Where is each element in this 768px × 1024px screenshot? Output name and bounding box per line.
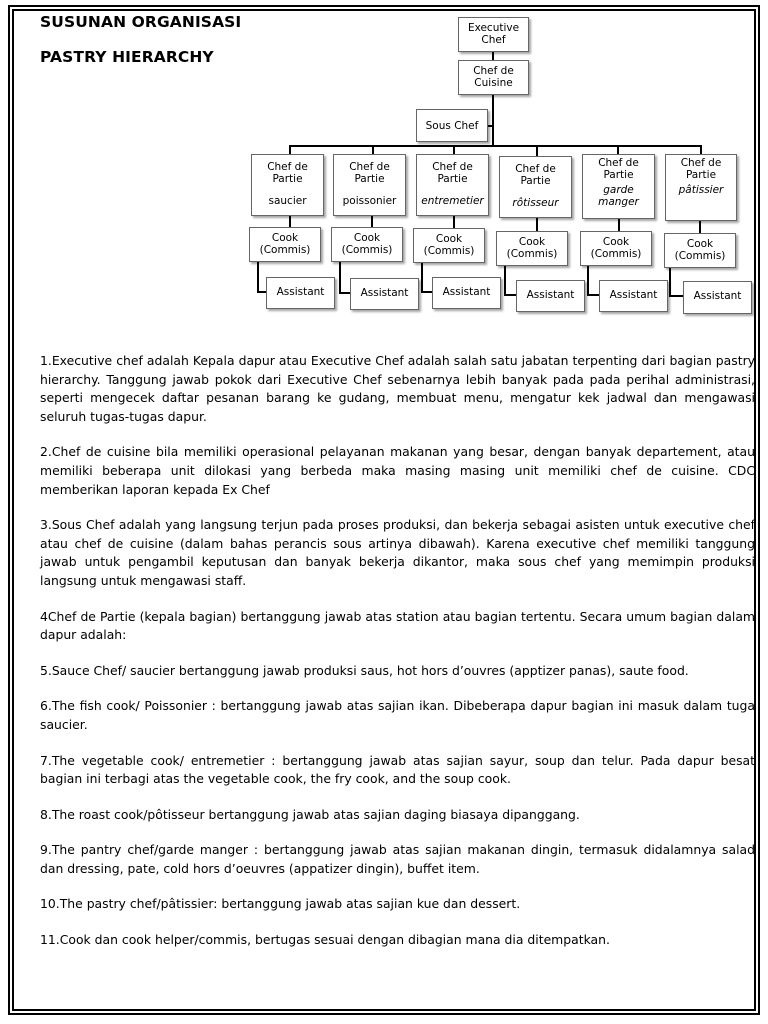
partie-line1: Chef de [432, 161, 473, 173]
cook-commis-box [413, 228, 485, 263]
executive-chef-line2: Chef [481, 34, 506, 46]
paragraph-rotisseur: 8.The roast cook/pôtisseur bertanggung jawab atas sajian daging biasaya dipanggang. [40, 806, 580, 822]
partie-station-line2: manger [598, 196, 639, 208]
connector-partie-cook-5 [618, 219, 620, 231]
partie-station: poissonier [342, 195, 397, 207]
cook-line2: (Commis) [506, 248, 558, 260]
connector-drop-3 [453, 145, 455, 154]
assistant-label: Assistant [276, 286, 325, 298]
assistant-label: Assistant [693, 290, 742, 302]
executive-chef-line1: Executive [467, 22, 520, 34]
chef-de-cuisine-line1: Chef de [473, 65, 514, 77]
sous-chef-box [416, 109, 488, 142]
document-subtitle: PASTRY HIERARCHY [40, 48, 214, 66]
sous-chef-label: Sous Chef [425, 120, 479, 132]
partie-line1: Chef de [680, 157, 722, 169]
connector-cook-assistant-3h [421, 291, 432, 293]
connector-cook-assistant-3v [421, 262, 423, 293]
cook-line2: (Commis) [590, 248, 642, 260]
connector-cook-assistant-6h [669, 295, 683, 297]
chef-de-partie-box-patissier [665, 154, 737, 221]
connector-cook-assistant-4v [504, 264, 506, 296]
partie-line1: Chef de [349, 161, 390, 173]
connector-partie-cook-2 [371, 216, 373, 227]
connector-partie-cook-4 [536, 218, 538, 232]
assistant-label: Assistant [360, 287, 409, 299]
partie-line2: Partie [354, 173, 385, 185]
assistant-box [516, 280, 585, 312]
partie-line2: Partie [272, 173, 303, 185]
connector-cook-assistant-4h [504, 294, 516, 296]
document-title: SUSUNAN ORGANISASI [40, 13, 242, 31]
partie-station: pâtissier [678, 184, 724, 196]
cook-line2: (Commis) [674, 250, 726, 262]
chef-de-partie-box-garde-manger [582, 154, 655, 219]
connector-horizontal-bar [289, 145, 702, 147]
connector-cook-assistant-2h [339, 292, 350, 294]
paragraph-sous-chef: 3.Sous Chef adalah yang langsung terjun pada proses produksi, dan bekerja sebagai asisten untuk executive chef atau chef de cuisine (dalam bahas perancis sous artinya dibawah). Karena executive chef memiliki tanggung jawab untuk pengambil keputusan dan banyak bekerja dikantor, maka sous chef yang memimpin produksi langsung untuk mengawasi staff. [40, 517, 755, 588]
partie-line2: Partie [603, 169, 634, 181]
partie-line1: Chef de [515, 163, 556, 175]
cook-line1: Cook [602, 236, 630, 248]
assistant-label: Assistant [609, 289, 658, 301]
cook-line2: (Commis) [423, 245, 475, 257]
body-text [40, 352, 755, 967]
cook-line1: Cook [353, 232, 381, 244]
cook-commis-box [580, 231, 652, 266]
paragraph-poissonier: 6.The fish cook/ Poissonier : bertanggung jawab atas sajian ikan. Dibeberapa dapur bagian ini masuk dalam tuga saucier. [40, 698, 755, 732]
cook-line1: Cook [271, 232, 299, 244]
paragraph-patissier: 10.The pastry chef/pâtissier: bertanggung jawab atas sajian kue dan dessert. [40, 896, 521, 912]
cook-commis-box [331, 227, 403, 262]
connector-drop-5 [617, 145, 619, 154]
partie-line2: Partie [437, 173, 468, 185]
chef-de-partie-box-saucier [251, 154, 324, 216]
connector-drop-4 [536, 145, 538, 156]
cook-commis-box [249, 227, 321, 262]
connector-cook-assistant-2v [339, 262, 341, 294]
connector-cdc-bar [492, 94, 494, 146]
assistant-box [350, 278, 419, 310]
connector-drop-1 [289, 145, 291, 154]
partie-station: rôtisseur [512, 197, 559, 209]
cook-commis-box [664, 233, 736, 268]
partie-station: garde [603, 184, 634, 196]
cook-line2: (Commis) [259, 244, 311, 256]
assistant-box [599, 280, 668, 312]
partie-station: entremetier [421, 195, 484, 207]
cook-line1: Cook [435, 233, 463, 245]
assistant-label: Assistant [526, 289, 575, 301]
paragraph-saucier: 5.Sauce Chef/ saucier bertanggung jawab produksi saus, hot hors d’ouvres (apptizer panas), saute food. [40, 662, 689, 678]
chef-de-partie-box-entremetier [416, 154, 489, 216]
executive-chef-box [458, 17, 529, 52]
paragraph-executive-chef: 1.Executive chef adalah Kepala dapur atau Executive Chef adalah salah satu jabatan terpenting dari bagian pastry hierarchy. Tanggung jawab pokok dari Executive Chef sebenarnya lebih banyak pada pada perihal administrasi, seperti mengecek daftar pesanan barang ke gudang, membuat menu, mengatur kek jadwal dan mengawasi seluruh tugas-tugas dapur. [40, 353, 755, 424]
cook-line2: (Commis) [341, 244, 393, 256]
connector-drop-6 [700, 145, 702, 154]
paragraph-garde-manger: 9.The pantry chef/garde manger : bertanggung jawab atas sajian makanan dingin, termasuk didalamnya salad dan dressing, pate, cold hors d’oeuvres (appatizer dingin), buffet item. [40, 842, 755, 876]
paragraph-chef-de-cuisine: 2.Chef de cuisine bila memiliki operasional pelayanan makanan yang besar, dengan banyak departement, atau memiliki beberapa unit dilokasi yang berbeda maka masing masing unit memiliki chef de cuisine. CDC memberikan laporan kepada Ex Chef [40, 444, 755, 497]
connector-cook-assistant-1v [257, 262, 259, 293]
chef-de-cuisine-line2: Cuisine [474, 77, 513, 89]
cook-line1: Cook [686, 238, 714, 250]
assistant-label: Assistant [442, 286, 491, 298]
assistant-box [266, 277, 335, 309]
chef-de-partie-box-poissonier [333, 154, 406, 216]
cook-commis-box [496, 231, 568, 266]
connector-cook-assistant-5h [587, 294, 599, 296]
connector-partie-cook-3 [453, 216, 455, 228]
partie-line2: Partie [685, 169, 717, 181]
partie-station: saucier [268, 195, 307, 207]
connector-cook-assistant-6v [669, 266, 671, 297]
chef-de-partie-box-rotisseur [499, 156, 572, 218]
connector-drop-2 [372, 145, 374, 154]
partie-line1: Chef de [598, 157, 639, 169]
paragraph-chef-de-partie: 4Chef de Partie (kepala bagian) bertanggung jawab atas station atau bagian tertentu. Secara umum bagian dalam dapur adalah: [40, 608, 755, 643]
assistant-box [683, 281, 752, 314]
partie-line1: Chef de [267, 161, 308, 173]
org-chart [0, 0, 768, 330]
connector-cook-assistant-5v [587, 264, 589, 296]
chef-de-cuisine-box [458, 60, 529, 95]
assistant-box [432, 277, 501, 309]
paragraph-cook-commis: 11.Cook dan cook helper/commis, bertugas sesuai dengan dibagian mana dia ditempatkan. [40, 932, 610, 948]
connector-partie-cook-1 [289, 216, 291, 227]
connector-partie-cook-6 [699, 221, 701, 233]
partie-line2: Partie [520, 175, 551, 187]
cook-line1: Cook [518, 236, 546, 248]
connector-cook-assistant-1h [257, 291, 266, 293]
paragraph-entremetier: 7.The vegetable cook/ entremetier : bertanggung jawab atas sajian sayur, soup dan telur. Pada dapur besat bagian ini terbagi atas the vegetable cook, the fry cook, and the soup cook. [40, 752, 755, 787]
